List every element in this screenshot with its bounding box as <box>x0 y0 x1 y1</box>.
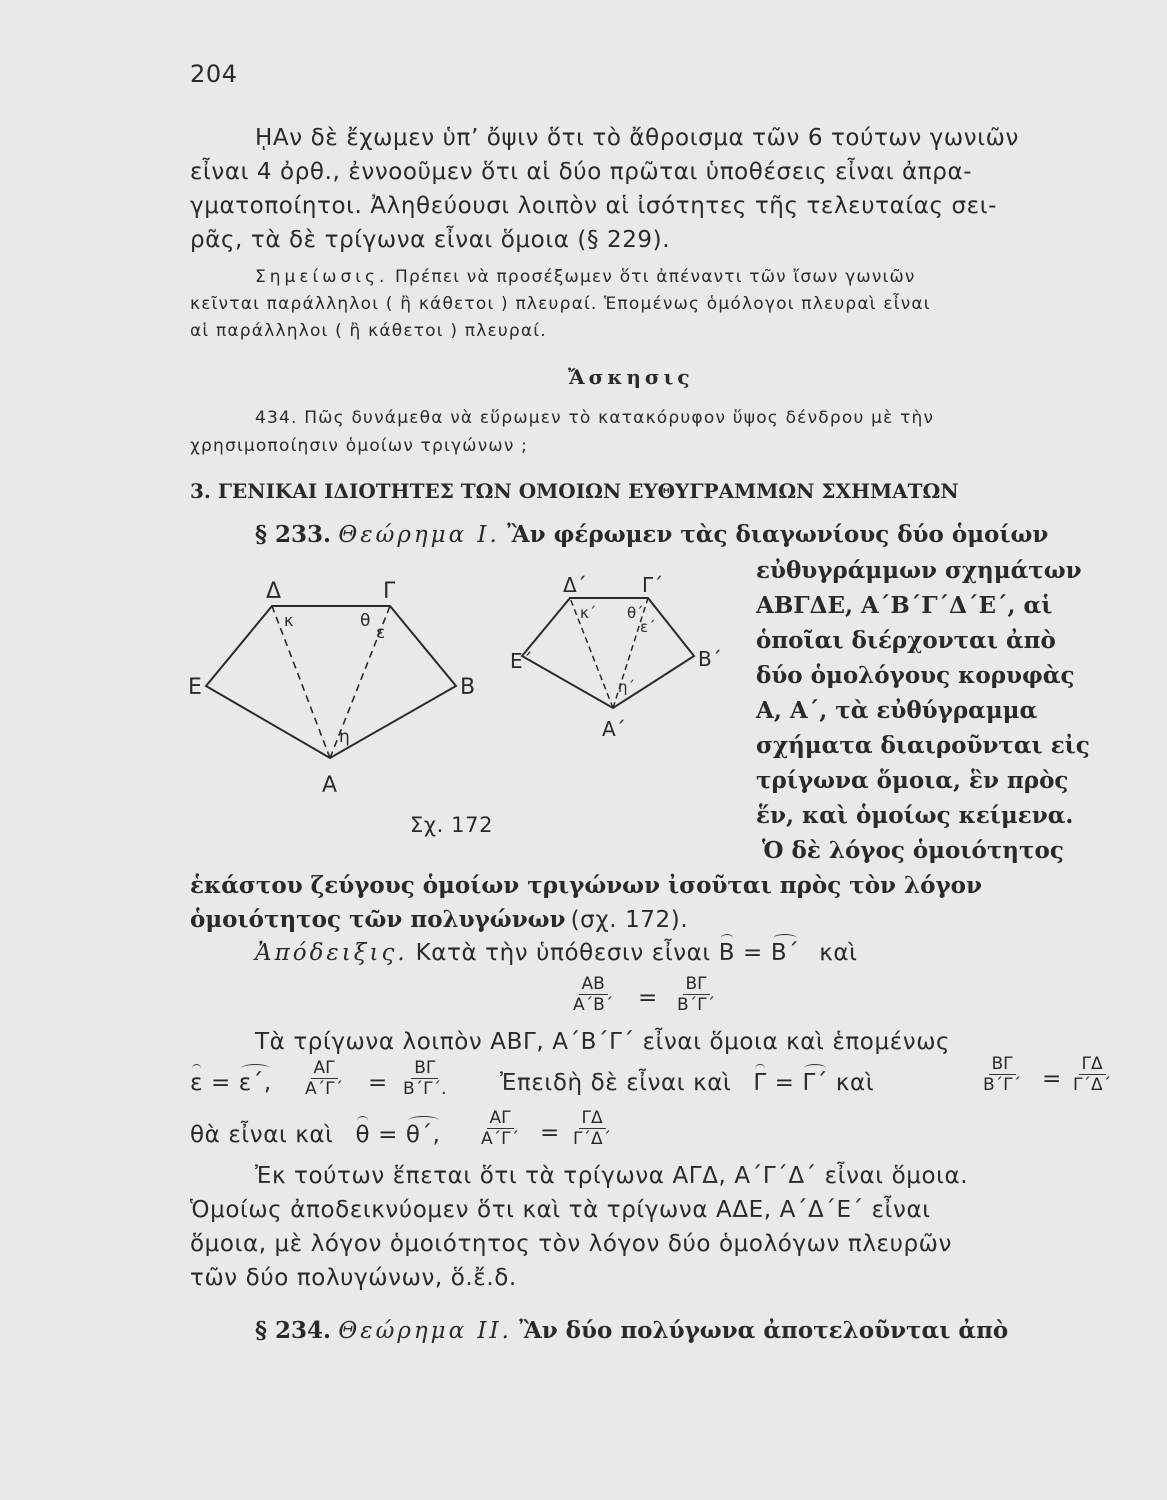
theorem-1-number: § 233. <box>255 521 332 548</box>
equals-sign: = <box>378 1122 398 1148</box>
figure-caption: Σχ. 172 <box>410 813 494 837</box>
fraction-numerator: ΒΓ <box>989 1054 1016 1075</box>
vertex-label-D: Δ <box>266 579 282 604</box>
vertex-label-A: Α <box>322 773 338 798</box>
fraction-denominator: Γ΄Δ΄ <box>1073 1075 1112 1095</box>
theorem-1-side-line: ΑΒΓΔΕ, Α΄Β΄Γ΄Δ΄Ε΄, αἱ <box>756 592 1053 619</box>
theorem-1-side-line: ὁποῖαι διέρχονται ἀπὸ <box>756 627 1056 654</box>
proof-line: Ὁμοίως ἀποδεικνύομεν ὅτι καὶ τὰ τρίγωνα ΑΔΕ, Α΄Δ΄Ε΄ εἶναι <box>190 1197 931 1223</box>
proof-math-line <box>190 1122 441 1148</box>
angle-label-th-prime: θ΄ <box>627 604 644 622</box>
angle-B: Β <box>718 940 736 966</box>
paragraph-line: εἶναι 4 ὀρθ., ἐννοοῦμεν ὅτι αἱ δύο πρῶται ὑποθέσεις εἶναι ἀπρα- <box>190 159 973 185</box>
angle-theta: θ <box>355 1122 371 1148</box>
angle-label-ep: ε <box>376 623 386 643</box>
proof-text: Κατὰ τὴν ὑπόθεσιν εἶναι <box>415 940 711 966</box>
proof-line: Ἐκ τούτων ἕπεται ὅτι τὰ τρίγωνα ΑΓΔ, Α΄Γ΄Δ΄ εἶναι ὅμοια. <box>255 1163 969 1189</box>
fraction-denominator: Β΄Γ΄ <box>677 995 716 1015</box>
angle-G-prime: Γ΄ <box>802 1070 828 1096</box>
fraction-numerator: ΑΒ <box>579 974 608 995</box>
angle-G: Γ <box>753 1070 767 1096</box>
fraction-BG-3 <box>980 1054 1024 1095</box>
vertex-label-B-prime: Β΄ <box>698 647 722 671</box>
equals-sign: = <box>774 1070 795 1096</box>
note-line: κεῖνται παράλληλοι ( ἢ κάθετοι ) πλευραί. Ἑπομένως ὁμόλογοι πλευραὶ εἶναι <box>190 294 931 314</box>
angle-label-th: θ <box>360 611 371 631</box>
equals-sign: = <box>1042 1066 1062 1092</box>
equals-sign: = <box>743 940 763 966</box>
theorem-1-side-line: εὐθυγράμμων σχημάτων <box>756 557 1082 584</box>
diagonal-AD <box>272 606 330 758</box>
vertex-label-G-prime: Γ΄ <box>642 573 664 597</box>
paragraph-line: ῌΑν δὲ ἔχωμεν ὑπ’ ὄψιν ὅτι τὸ ἄθροισμα τῶν 6 τούτων γωνιῶν <box>255 125 1019 151</box>
figure-172 <box>180 568 740 848</box>
fraction-numerator: ΑΓ <box>487 1108 514 1129</box>
angle-label-ep-prime: ε΄ <box>640 618 656 636</box>
angle-label-et-prime: η΄ <box>618 678 636 696</box>
section-title: 3. ΓΕΝΙΚΑΙ ΙΔΙΟΤΗΤΕΣ ΤΩΝ ΟΜΟΙΩΝ ΕΥΘΥΓΡΑΜΜΩΝ ΣΧΗΜΑΤΩΝ <box>190 479 959 503</box>
fraction-numerator: ΒΓ <box>411 1058 438 1079</box>
conjunction: καὶ <box>835 1070 875 1096</box>
proof-text: Ἐπειδὴ δὲ εἶναι καὶ <box>500 1070 732 1096</box>
pentagon-ABGDE <box>206 606 456 758</box>
note-line: αἱ παράλληλοι ( ἢ κάθετοι ) πλευραί. <box>190 321 547 341</box>
proof-line <box>255 940 858 966</box>
vertex-label-G: Γ <box>383 579 396 604</box>
angle-B-prime: Β΄ <box>770 940 800 966</box>
vertex-label-E-prime: Ε΄ <box>510 649 533 673</box>
fraction-denominator: Α΄Β΄ <box>573 995 614 1015</box>
equals-sign: = <box>638 985 658 1011</box>
proof-label: Ἀπόδειξις. <box>255 940 408 966</box>
theorem-1-side-line: ἕν, καὶ ὁμοίως κείμενα. <box>756 802 1074 829</box>
fraction-numerator: ΑΓ <box>311 1058 338 1079</box>
angle-label-k-prime: κ΄ <box>580 604 597 622</box>
angle-label-et: η <box>339 727 350 747</box>
proof-text: θὰ εἶναι καὶ <box>190 1122 334 1148</box>
equals-sign: = <box>368 1070 388 1096</box>
fraction-numerator: ΓΔ <box>579 1108 606 1129</box>
angle-label-k: κ <box>284 611 294 630</box>
theorem-1-side-line: Ὁ δὲ λόγος ὁμοιότητος <box>762 837 1064 864</box>
theorem-1-side-line: τρίγωνα ὅμοια, ἓν πρὸς <box>756 767 1069 794</box>
exercise-line: χρησιμοποίησιν ὁμοίων τριγώνων ; <box>190 436 529 456</box>
vertex-label-B: Β <box>460 675 476 700</box>
proof-line: Τὰ τρίγωνα λοιπὸν ΑΒΓ, Α΄Β΄Γ΄ εἶναι ὅμοια καὶ ἑπομένως <box>255 1029 951 1055</box>
exercise-heading: Ἄσκησις <box>568 365 694 389</box>
theorem-1-line: ἑκάστου ζεύγους ὁμοίων τριγώνων ἰσοῦται πρὸς τὸν λόγον <box>190 872 982 899</box>
proof-math-line <box>190 1070 272 1096</box>
fraction-denominator: Γ΄Δ΄ <box>573 1129 612 1149</box>
paragraph-line: ρᾶς, τὰ δὲ τρίγωνα εἶναι ὅμοια (§ 229). <box>190 227 671 253</box>
theorem-1-line <box>190 906 688 933</box>
theorem-2-line <box>255 1317 1008 1344</box>
fraction-BG <box>674 974 718 1015</box>
fraction-BG-2 <box>400 1058 450 1099</box>
theorem-1-side-line: δύο ὁμολόγους κορυφὰς <box>756 662 1075 689</box>
theorem-1-text: Ἂν φέρωμεν τὰς διαγωνίους δύο ὁμοίων <box>507 521 1049 548</box>
conjunction: καὶ <box>819 940 858 966</box>
fraction-denominator: Β΄Γ΄. <box>403 1079 447 1099</box>
theorem-1-line <box>255 521 1048 548</box>
page-number: 204 <box>190 60 238 88</box>
pentagon-A'B'G'D'E' <box>522 598 694 708</box>
proof-line: ὅμοια, μὲ λόγον ὁμοιότητος τὸν λόγον δύο ὁμολόγων πλευρῶν <box>190 1231 952 1257</box>
angle-epsilon-prime: ε΄, <box>238 1070 272 1096</box>
vertex-label-A-prime: Α΄ <box>602 717 626 741</box>
theorem-2-name: Θεώρημα ΙΙ. <box>338 1318 512 1344</box>
equals-sign: = <box>210 1070 231 1096</box>
exercise-line: 434. Πῶς δυνάμεθα νὰ εὕρωμεν τὸ κατακόρυφον ὕψος δένδρου μὲ τὴν <box>255 408 935 428</box>
angle-epsilon: ε <box>190 1070 204 1096</box>
vertex-label-D-prime: Δ΄ <box>563 573 587 597</box>
equals-sign: = <box>540 1120 560 1146</box>
theorem-1-name: Θεώρημα Ι. <box>338 522 500 548</box>
theorem-2-number: § 234. <box>255 1317 332 1344</box>
fraction-denominator: Α΄Γ΄ <box>481 1129 520 1149</box>
theorem-1-text: ὁμοιότητος τῶν πολυγώνων <box>190 906 566 933</box>
fraction-AG <box>302 1058 346 1099</box>
proof-math-line <box>500 1070 874 1096</box>
theorem-1-side-line: Α, Α΄, τὰ εὐθύγραμμα <box>756 697 1038 724</box>
fraction-numerator: ΓΔ <box>1079 1054 1106 1075</box>
angle-theta-prime: θ΄, <box>405 1122 441 1148</box>
note-label: Σημείωσις. <box>255 267 389 287</box>
theorem-1-side-line: σχήματα διαιροῦνται εἰς <box>756 732 1090 759</box>
fraction-AG-2 <box>478 1108 522 1149</box>
fraction-numerator: ΒΓ <box>683 974 710 995</box>
fraction-GD-2 <box>570 1108 614 1149</box>
fraction-AB <box>570 974 616 1015</box>
note-text: Πρέπει νὰ προσέξωμεν ὅτι ἀπέναντι τῶν ἴσων γωνιῶν <box>395 267 916 287</box>
theorem-2-text: Ἂν δύο πολύγωνα ἀποτελοῦνται ἀπὸ <box>519 1317 1009 1344</box>
fraction-GD <box>1070 1054 1114 1095</box>
note-line <box>255 267 916 287</box>
paragraph-line: γματοποίητοι. Ἀληθεύουσι λοιπὸν αἱ ἰσότητες τῆς τελευταίας σει- <box>190 193 997 219</box>
proof-line: τῶν δύο πολυγώνων, ὅ.ἔ.δ. <box>190 1265 517 1291</box>
fraction-denominator: Α΄Γ΄ <box>305 1079 344 1099</box>
figure-reference: (σχ. 172). <box>570 907 689 933</box>
fraction-denominator: Β΄Γ΄ <box>983 1075 1022 1095</box>
vertex-label-E: Ε <box>188 675 202 700</box>
